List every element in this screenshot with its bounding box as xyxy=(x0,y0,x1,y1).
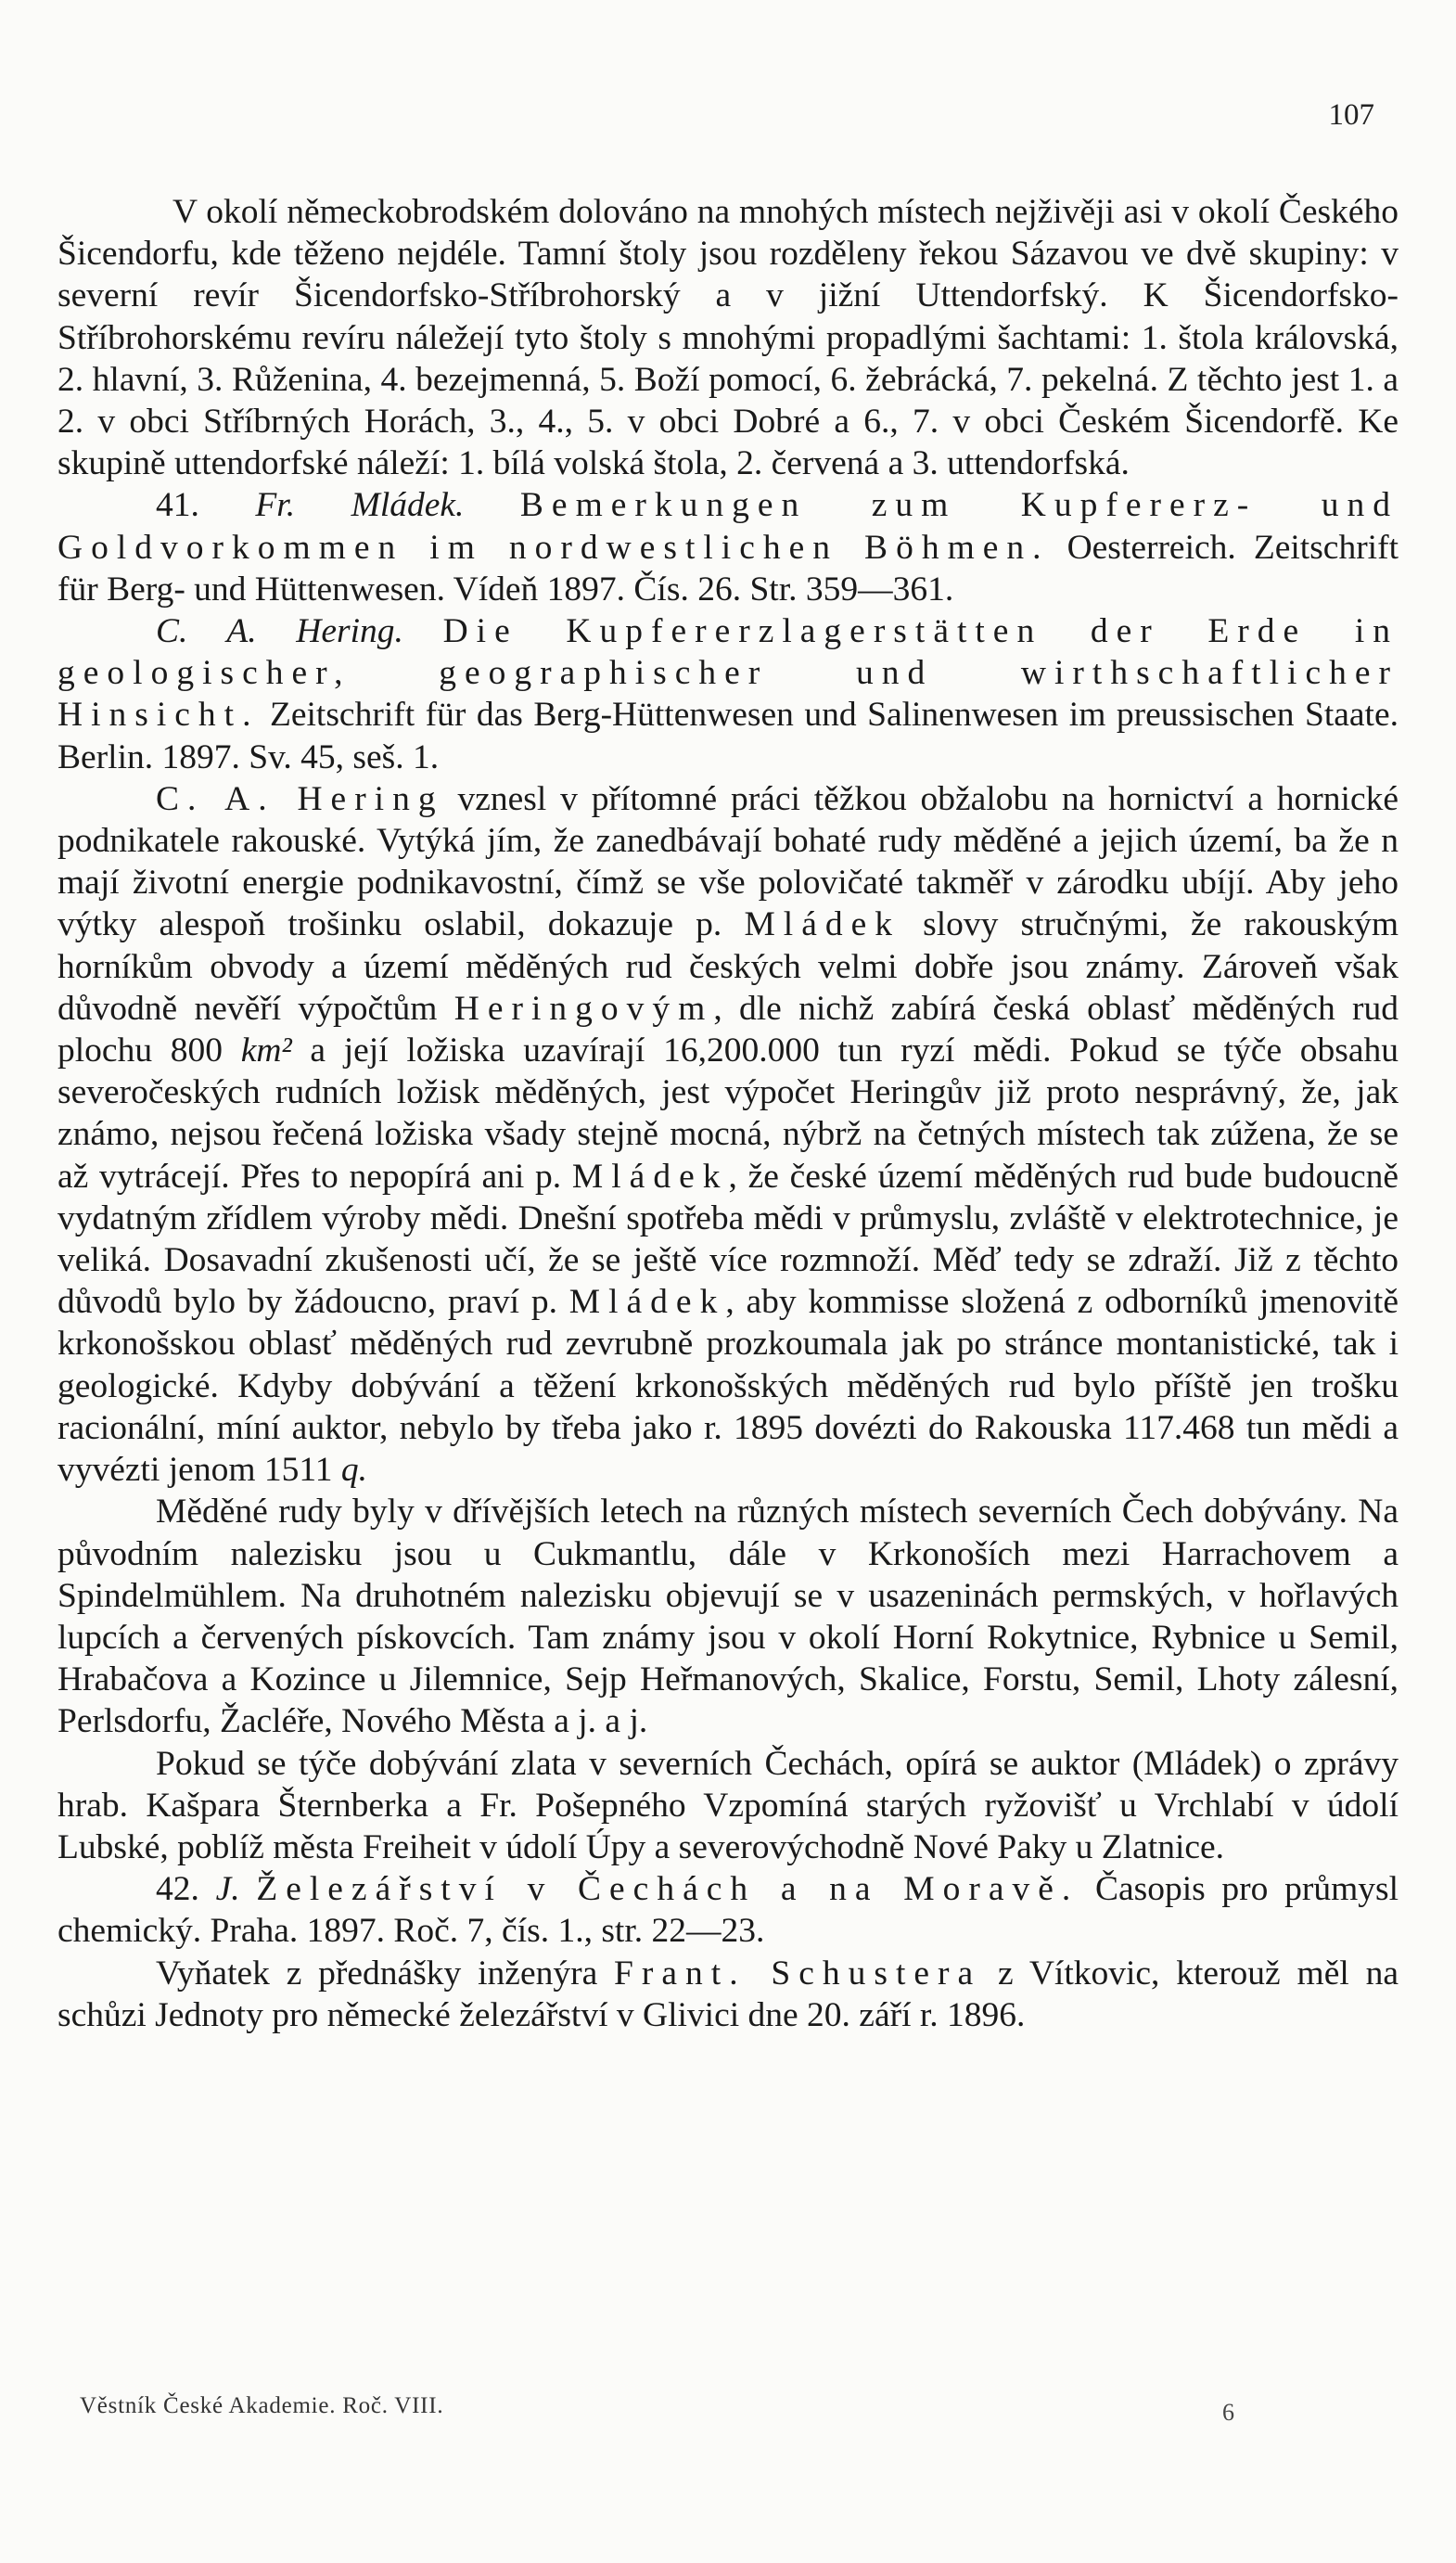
paragraph-hering-critique xyxy=(57,778,1399,1491)
ref-author: J. xyxy=(215,1870,240,1909)
reference-hering xyxy=(57,610,1399,778)
paragraph-schuster xyxy=(57,1953,1399,2036)
text-run: z Vítkovic, kterouž měl na schůzi Jednoty pro německé železářství v Glivici dne 20. září r. 1896. xyxy=(57,1954,1399,2034)
text-run: a její ložiska uzavírají 16,200.000 tun ryzí mědi. Pokud se týče obsahu severočeských rudních ložisk měděných, jest výpočet Heringův již proto nesprávný, že, jak známo, nejsou řečená ložiska všady stejně mocná, nýbrž na četných místech tak zúžena, že se až vytrácejí. Přes to nepopírá ani p. xyxy=(57,1032,1399,1196)
paragraph-copper-ores: Měděné rudy byly v dřívějších letech na různých místech severních Čech dobývány. Na původním nalezisku jsou u Cukmantlu, dále v Krkonoších mezi Harrachovem a Spindelmühlem. Na druhotném nalezisku objevují se v usazeninách permských, v hořlavých lupcích a červených pískovcích. Tam známy jsou v okolí Horní Rokytnice, Rybnice u Semil, Hrabačova a Kozince u Jilemnice, Sejp Heřmanových, Skalice, Forstu, Semil, Lhoty zálesní, Perlsdorfu, Žacléře, Nového Města a j. a j. xyxy=(57,1493,1399,1741)
person-name: Frant. Schustera xyxy=(614,1954,982,1993)
ref-title: Die Kupfererzlagerstätten der Erde in geologischer, geographischer und wirthschaftlicher Hinsicht. xyxy=(57,612,1399,735)
unit-km: km² xyxy=(240,1032,292,1070)
paragraph-gold: Pokud se týče dobývání zlata v severních Čechách, opírá se auktor (Mládek) o zprávy hrab. Kašpara Šternberka a Fr. Pošepného Vzpomíná starých ryžovišť u Vrchlabí v údolí Lubské, poblíž města Freiheit v údolí Úpy a severovýchodně Nové Paky u Zlatnice. xyxy=(57,1744,1399,1866)
person-name: Heringovým xyxy=(453,989,714,1028)
ref-title: Bemerkungen zum Kupfererz- und Goldvorkommen im nordwestlichen Böhmen. xyxy=(57,486,1399,567)
ref-title: Železářství v Čechách a na Moravě. xyxy=(256,1870,1079,1909)
person-name: Mládek xyxy=(568,1283,726,1322)
paragraph-nemeckobrod: V okolí německobrodském dolováno na mnohých místech nejživěji asi v okolí Českého Šicendorfu, kde těženo nejdéle. Tamní štoly jsou rozděleny řekou Sázavou ve dvě skupiny: v severní revír Šicendorfsko-Stříbrohorský a v jižní Uttendorfský. K Šicendorfsko-Stříbrohorskému revíru náležejí tyto štoly s mnohými propadlými šachtami: 1. štola královská, 2. hlavní, 3. Růženina, 4. bezejmenná, 5. Boží pomocí, 6. žebrácká, 7. pekelná. Z těchto jest 1. a 2. v obci Stříbrných Horách, 3., 4., 5. v obci Dobré a 6., 7. v obci Českém Šicendorfě. Ke skupině uttendorfské náleží: 1. bílá volská štola, 2. červená a 3. uttendorfská. xyxy=(57,193,1399,483)
reference-42 xyxy=(57,1868,1399,1952)
ref-author: Fr. Mládek. xyxy=(255,486,465,525)
signature-mark: 6 xyxy=(1222,2399,1234,2426)
ref-number: 42. xyxy=(156,1870,199,1909)
ref-author: C. A. Hering. xyxy=(156,612,403,651)
text-run: , dle nichž zabírá česká oblasť měděných rud plochu 800 xyxy=(57,989,1399,1070)
unit-q: q. xyxy=(340,1451,367,1490)
page-number: 107 xyxy=(1328,98,1374,132)
person-name: Mládek xyxy=(744,905,900,944)
reference-41 xyxy=(57,484,1399,610)
text-run: , aby kommisse složená z odborníků jmenovitě krkonošskou oblasť měděných rud zevrubně prozkoumala jak po stránce montanistické, tak i geologické. Kdyby dobývání a těžení krkonošských měděných rud bylo příště jen trošku racionální, míní auktor, nebylo by třeba jako r. 1895 dovézti do Rakouska 117.468 tun mědi a vyvézti jenom 1511 xyxy=(57,1283,1399,1490)
footer-journal: Věstník České Akademie. Roč. VIII. xyxy=(80,2393,444,2418)
person-name: C. A. Hering xyxy=(156,779,444,818)
text-run: slovy stručnými, že rakouským horníkům obvody a území měděných rud českých velmi dobře jsou známy. Zároveň však důvodně nevěří výpočtům xyxy=(57,905,1399,1028)
ref-source: Zeitschrift für das Berg-Hüttenwesen und Salinenwesen im preussischen Staate. Berlin. 1897. Sv. 45, seš. 1. xyxy=(57,696,1399,776)
person-name: Mládek xyxy=(571,1157,729,1196)
body-text xyxy=(57,191,1399,2036)
ref-number: 41. xyxy=(156,486,199,525)
text-run: , že české území měděných rud bude budoucně vydatným zřídlem výroby mědi. Dnešní spotřeba mědi v průmyslu, zvláště v elektrotechnice, je veliká. Dosavadní zkušenosti učí, že se ještě více rozmnoží. Měď tedy se zdraží. Již z těchto důvodů bylo by žádoucno, praví p. xyxy=(57,1157,1399,1322)
text-run: vznesl v přítomné práci těžkou obžalobu na hornictví a hornické podnikatele rakouské. Vytýká jím, že zanedbávají bohaté rudy měděné a jejich území, ba že n mají životní energie podnikavostní, čímž se vše polovičaté takměř v zárodku ubíjí. Aby jeho výtky alespoň trošinku oslabil, dokazuje p. xyxy=(57,779,1399,944)
text-run: Vyňatek z přednášky inženýra xyxy=(156,1954,598,1993)
ref-source: Oesterreich. Zeitschrift für Berg- und Hüttenwesen. Vídeň 1897. Čís. 26. Str. 359—361. xyxy=(57,528,1399,609)
ref-source: Časopis pro průmysl chemický. Praha. 1897. Roč. 7, čís. 1., str. 22—23. xyxy=(57,1870,1399,1951)
